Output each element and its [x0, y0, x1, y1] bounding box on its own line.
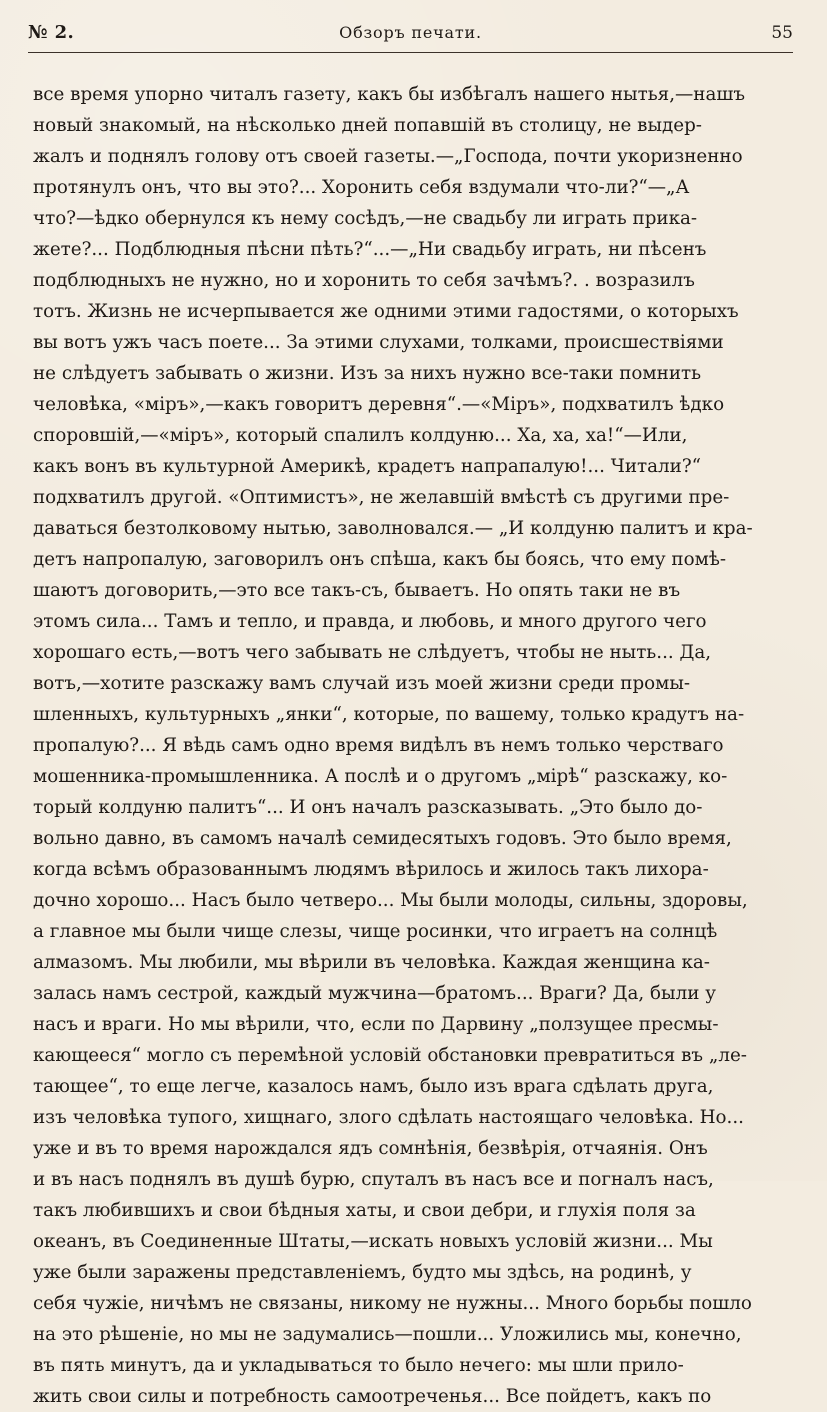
- text-line: въ пять минутъ, да и укладываться то было нечего: мы шли прило-: [33, 1355, 684, 1376]
- text-line: жалъ и поднялъ голову отъ своей газеты.—„Господа, почти укоризненно: [33, 146, 743, 167]
- text-line: жете?... Подблюдныя пѣсни пѣть?“...—„Ни свадьбу играть, ни пѣсенъ: [33, 239, 707, 260]
- text-line: себя чужіе, ничѣмъ не связаны, никому не нужны... Много борьбы пошло: [33, 1293, 752, 1314]
- text-line: дочно хорошо... Насъ было четверо... Мы были молоды, сильны, здоровы,: [33, 890, 748, 911]
- text-line: хорошаго есть,—вотъ чего забывать не слѣдуетъ, чтобы не ныть... Да,: [33, 642, 712, 663]
- text-line: подблюдныхъ не нужно, но и хоронить то себя зачѣмъ?. . возразилъ: [33, 270, 695, 291]
- text-line: вольно давно, въ самомъ началѣ семидесятыхъ годовъ. Это было время,: [33, 828, 732, 849]
- text-line: шаютъ договорить,—это все такъ-съ, бываетъ. Но опять таки не въ: [33, 580, 681, 601]
- text-line: какъ вонъ въ культурной Америкѣ, крадетъ напрапалую!... Читали?“: [33, 456, 701, 477]
- text-line: алмазомъ. Мы любили, мы вѣрили въ человѣка. Каждая женщина ка-: [33, 952, 710, 973]
- text-line: новый знакомый, на нѣсколько дней попавшій въ столицу, не выдер-: [33, 115, 702, 136]
- text-line: а главное мы были чище слезы, чище росинки, что играетъ на солнцѣ: [33, 921, 718, 942]
- text-line: когда всѣмъ образованнымъ людямъ вѣрилось и жилось такъ лихора-: [33, 859, 709, 880]
- running-title: Обзоръ печати.: [339, 23, 482, 42]
- text-line: жить свои силы и потребность самоотреченья... Все пойдетъ, какъ по: [33, 1386, 712, 1407]
- text-line: насъ и враги. Но мы вѣрили, что, если по Дарвину „ползущее пресмы-: [33, 1014, 719, 1035]
- text-line: залась намъ сестрой, каждый мужчина—братомъ... Враги? Да, были у: [33, 983, 716, 1004]
- body-text: [33, 79, 798, 1412]
- text-line: океанъ, въ Соединенные Штаты,—искать новыхъ условій жизни... Мы: [33, 1231, 713, 1252]
- issue-number: № 2.: [28, 22, 75, 43]
- text-line: подхватилъ другой. «Оптимистъ», не желавшій вмѣстѣ съ другими пре-: [33, 487, 730, 508]
- text-line: вотъ,—хотите разскажу вамъ случай изъ моей жизни среди промы-: [33, 673, 691, 694]
- page-header: [28, 18, 793, 53]
- text-line: уже и въ то время нарождался ядъ сомнѣнія, безвѣрія, отчаянія. Онъ: [33, 1138, 708, 1159]
- text-line: все время упорно читалъ газету, какъ бы избѣгалъ нашего нытья,—нашъ: [33, 84, 745, 105]
- text-line: шленныхъ, культурныхъ „янки“, которые, по вашему, только крадутъ на-: [33, 704, 745, 725]
- text-line: мошенника-промышленника. А послѣ и о другомъ „мірѣ“ разскажу, ко-: [33, 766, 728, 787]
- text-line: что?—ѣдко обернулся къ нему сосѣдъ,—не свадьбу ли играть прика-: [33, 208, 698, 229]
- text-line: тающее“, то еще легче, казалось намъ, было изъ врага сдѣлать друга,: [33, 1076, 714, 1097]
- text-line: такъ любившихъ и свои бѣдныя хаты, и свои дебри, и глухія поля за: [33, 1200, 696, 1221]
- text-line: изъ человѣка тупого, хищнаго, злого сдѣлать настоящаго человѣка. Но...: [33, 1107, 744, 1128]
- text-line: уже были заражены представленіемъ, будто мы здѣсь, на родинѣ, у: [33, 1262, 692, 1283]
- text-line: не слѣдуетъ забывать о жизни. Изъ за нихъ нужно все-таки помнить: [33, 363, 702, 384]
- text-line: протянулъ онъ, что вы это?... Хоронить себя вздумали что-ли?“—„А: [33, 177, 690, 198]
- text-line: и въ насъ поднялъ въ душѣ бурю, спуталъ въ насъ все и погналъ насъ,: [33, 1169, 714, 1190]
- text-line: даваться безтолковому нытью, заволновался.— „И колдуню палитъ и кра-: [33, 518, 753, 539]
- text-line: человѣка, «міръ»,—какъ говоритъ деревня“.—«Міръ», подхватилъ ѣдко: [33, 394, 725, 415]
- text-line: пропалую?... Я вѣдь самъ одно время видѣлъ въ немъ только черстваго: [33, 735, 724, 756]
- text-line: на это рѣшеніе, но мы не задумались—пошли... Уложились мы, конечно,: [33, 1324, 742, 1345]
- text-line: вы вотъ ужъ часъ поете... За этими слухами, толками, происшествіями: [33, 332, 724, 353]
- text-line: торый колдуню палитъ“... И онъ началъ разсказывать. „Это было до-: [33, 797, 703, 818]
- text-line: споровшій,—«міръ», который спалилъ колдуню... Ха, ха, ха!“—Или,: [33, 425, 688, 446]
- text-line: кающееся“ могло съ перемѣной условій обстановки превратиться въ „ле-: [33, 1045, 747, 1066]
- text-line: этомъ сила... Тамъ и тепло, и правда, и любовь, и много другого чего: [33, 611, 707, 632]
- text-line: тотъ. Жизнь не исчерпывается же одними этими гадостями, о которыхъ: [33, 301, 739, 322]
- page-number: 55: [771, 23, 793, 43]
- text-line: детъ напропалую, заговорилъ онъ спѣша, какъ бы боясь, что ему помѣ-: [33, 549, 727, 570]
